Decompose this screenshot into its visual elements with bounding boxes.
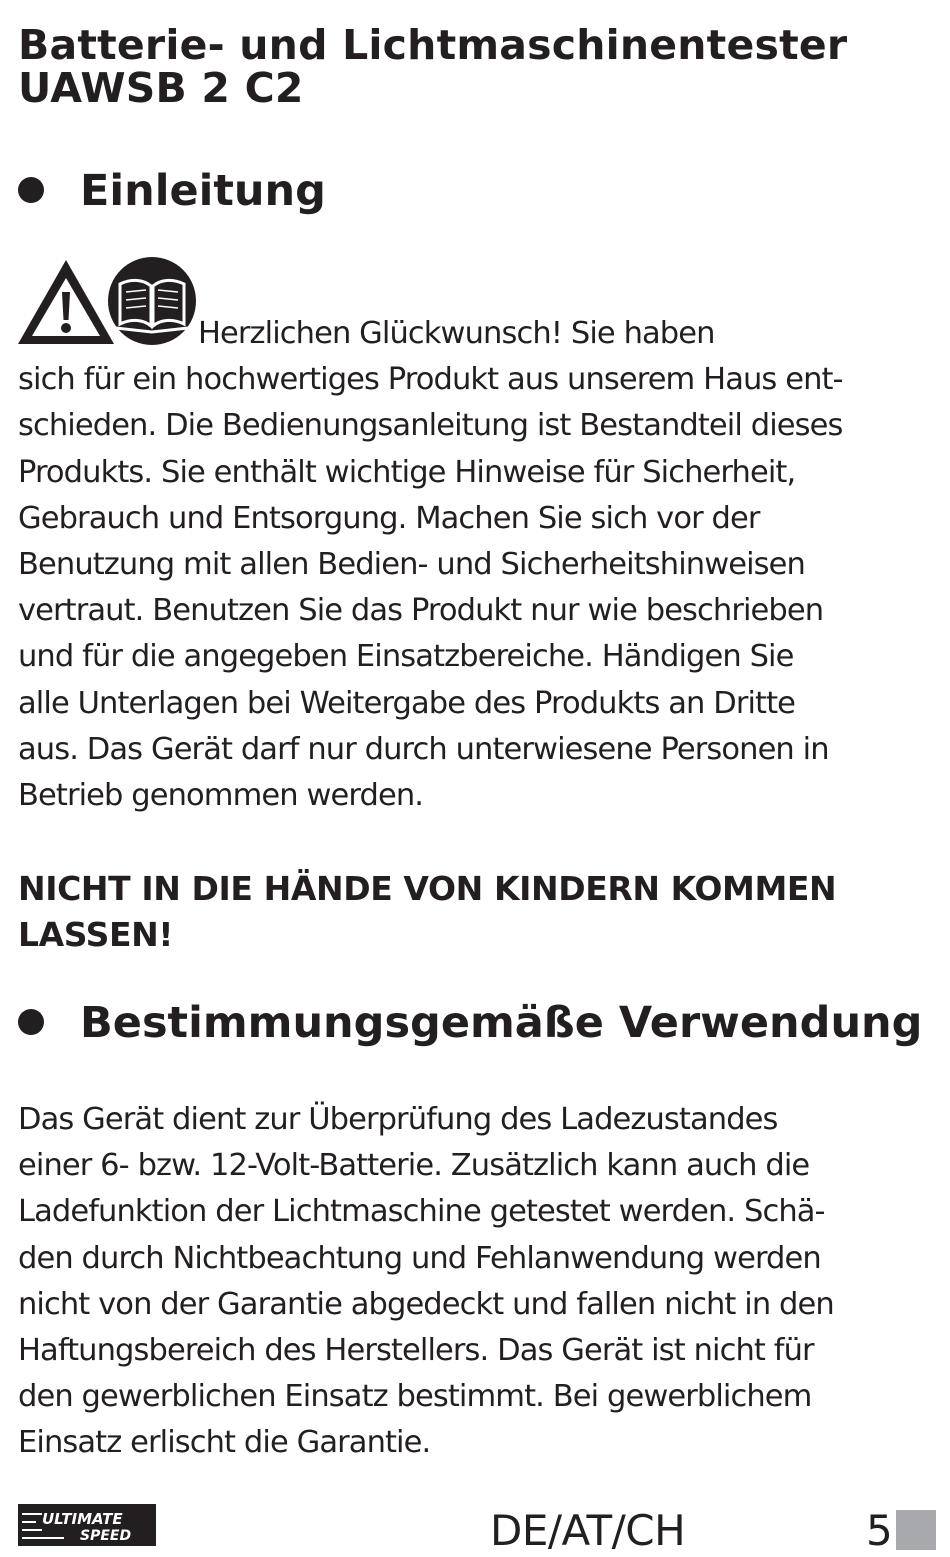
intro-line: alle Unterlagen bei Weitergabe des Produkts an Dritte bbox=[18, 685, 796, 721]
warning-line-2: LASSEN! bbox=[18, 915, 174, 954]
warning-line-1: NICHT IN DIE HÄNDE VON KINDERN KOMMEN bbox=[18, 869, 837, 908]
usage-line: Haftungsbereich des Herstellers. Das Gerät ist nicht für bbox=[18, 1332, 814, 1368]
usage-line: Einsatz erlischt die Garantie. bbox=[18, 1425, 431, 1461]
intro-line: aus. Das Gerät darf nur durch unterwiesene Personen in bbox=[18, 731, 829, 767]
section-heading-intro-label: Einleitung bbox=[80, 166, 326, 216]
title-line-2: UAWSB 2 C2 bbox=[18, 64, 304, 112]
intro-line: Benutzung mit allen Bedien- und Sicherheitshinweisen bbox=[18, 546, 805, 582]
brand-logo bbox=[16, 1502, 158, 1548]
page-tab-marker bbox=[896, 1510, 936, 1550]
section-heading-usage-label: Bestimmungsgemäße Verwendung bbox=[80, 998, 923, 1048]
child-safety-warning bbox=[18, 866, 933, 958]
usage-paragraph bbox=[18, 1097, 933, 1467]
page-number: 5 bbox=[866, 1506, 893, 1555]
document-title bbox=[18, 21, 918, 112]
section-heading-usage bbox=[18, 998, 938, 1048]
usage-line: Das Gerät dient zur Überprüfung des Ladezustandes bbox=[18, 1102, 778, 1137]
usage-line: den durch Nichtbeachtung und Fehlanwendung werden bbox=[18, 1240, 821, 1276]
usage-line: nicht von der Garantie abgedeckt und fallen nicht in den bbox=[18, 1286, 834, 1322]
section-heading-intro bbox=[18, 166, 938, 216]
language-codes: DE/AT/CH bbox=[490, 1506, 686, 1555]
bullet-icon bbox=[18, 177, 44, 203]
intro-line: vertraut. Benutzen Sie das Produkt nur wie beschrieben bbox=[18, 593, 824, 629]
usage-line: Ladefunktion der Lichtmaschine getestet werden. Schä- bbox=[18, 1194, 825, 1230]
logo-word-1: ULTIMATE bbox=[42, 1510, 123, 1528]
intro-paragraph bbox=[18, 311, 933, 819]
intro-line: Gebrauch und Entsorgung. Machen Sie sich vor der bbox=[18, 500, 760, 536]
intro-line: Herzlichen Glückwunsch! Sie haben bbox=[198, 316, 715, 351]
logo-word-2: SPEED bbox=[80, 1528, 132, 1544]
intro-line: und für die angegeben Einsatzbereiche. Händigen Sie bbox=[18, 639, 794, 675]
brand-logo-svg bbox=[16, 1502, 158, 1548]
intro-line: schieden. Die Bedienungsanleitung ist Bestandteil dieses bbox=[18, 408, 843, 444]
title-line-1: Batterie- und Lichtmaschinentester bbox=[18, 21, 848, 69]
bullet-icon bbox=[18, 1009, 44, 1035]
intro-line: sich für ein hochwertiges Produkt aus unserem Haus ent- bbox=[18, 362, 843, 398]
usage-line: den gewerblichen Einsatz bestimmt. Bei gewerblichem bbox=[18, 1379, 812, 1415]
intro-line: Betrieb genommen werden. bbox=[18, 777, 424, 813]
intro-line: Produkts. Sie enthält wichtige Hinweise für Sicherheit, bbox=[18, 454, 796, 490]
usage-line: einer 6- bzw. 12-Volt-Batterie. Zusätzlich kann auch die bbox=[18, 1148, 810, 1184]
